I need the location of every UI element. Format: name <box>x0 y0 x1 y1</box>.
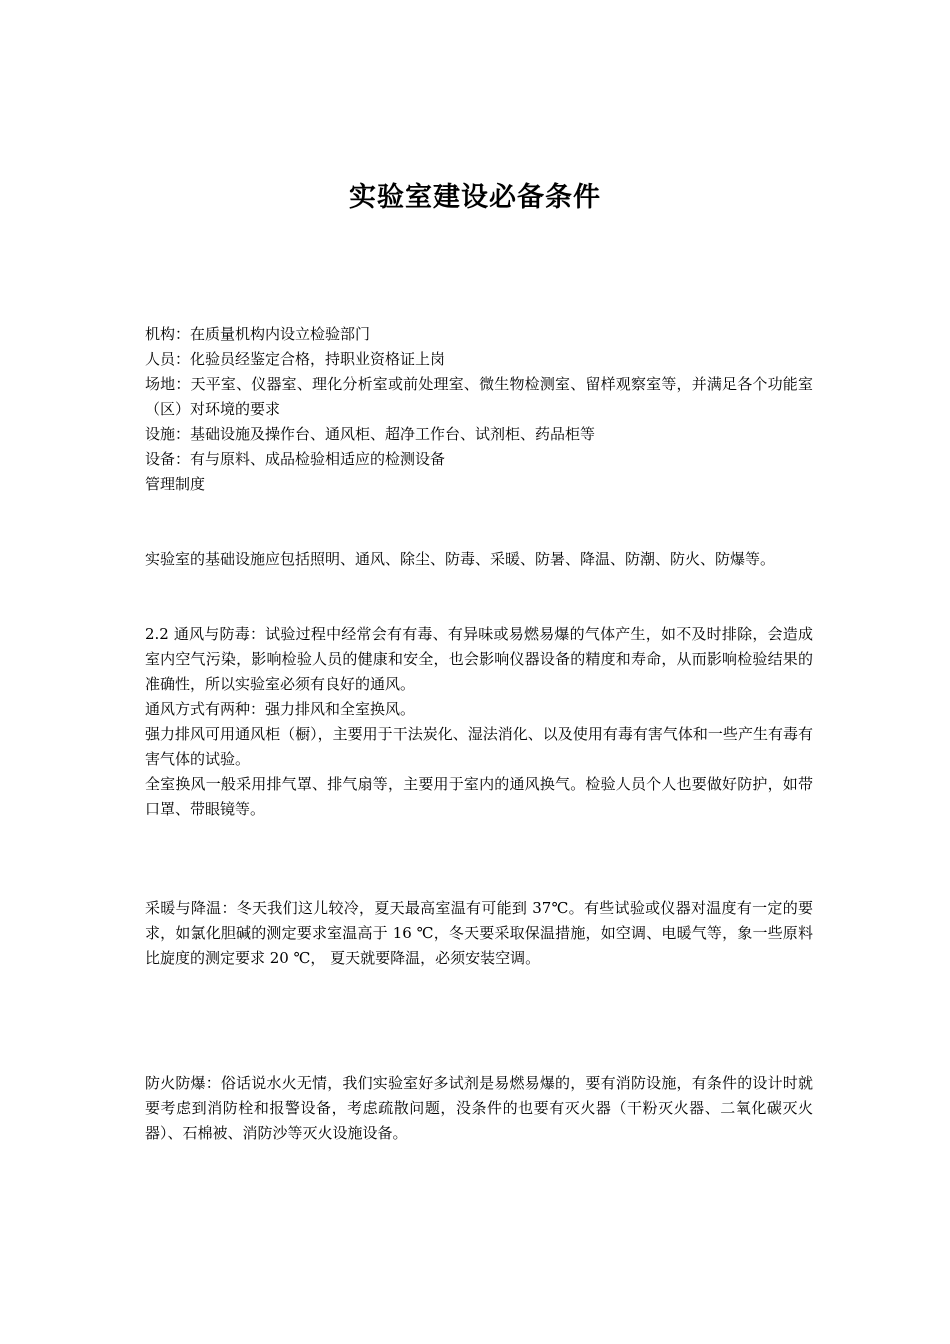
fire-explosion-paragraph: 防火防爆：俗话说水火无情，我们实验室好多试剂是易燃易爆的，要有消防设施，有条件的设计时就要考虑到消防栓和报警设备，考虑疏散问题，没条件的也要有灭火器（干粉灭火器、二氧化碳灭火器）、石棉被、消防沙等灭火设施设备。 <box>145 1074 813 1142</box>
requirement-organization: 机构：在质量机构内设立检验部门 <box>145 325 371 343</box>
room-ventilation-paragraph: 全室换风一般采用排气罩、排气扇等，主要用于室内的通风换气。检验人员个人也要做好防护，如带口罩、带眼镜等。 <box>145 775 813 818</box>
ventilation-paragraph: 2.2 通风与防毒：试验过程中经常会有有毒、有异味或易燃易爆的气体产生，如不及时排除，会造成室内空气污染，影响检验人员的健康和安全，也会影响仪器设备的精度和寿命，从而影响检验结果的准确性，所以实验室必须有良好的通风。 <box>145 625 813 693</box>
requirement-equipment: 设备：有与原料、成品检验相适应的检测设备 <box>145 450 446 468</box>
requirement-management: 管理制度 <box>145 475 206 493</box>
forced-exhaust-paragraph: 强力排风可用通风柜（橱），主要用于干法炭化、湿法消化、以及使用有毒有害气体和一些产生有毒有害气体的试验。 <box>145 725 813 768</box>
requirement-facilities: 设施：基础设施及操作台、通风柜、超净工作台、试剂柜、药品柜等 <box>145 425 596 443</box>
heating-cooling-section <box>145 896 813 971</box>
requirements-section <box>145 322 813 497</box>
document-title: 实验室建设必备条件 <box>349 182 601 213</box>
heating-cooling-paragraph: 采暖与降温：冬天我们这儿较冷，夏天最高室温有可能到 37℃。有些试验或仪器对温度有一定的要求，如氯化胆碱的测定要求室温高于 16 ℃，冬天要采取保温措施，如空调、电暖气等，象一些原料比旋度的测定要求 20 ℃， 夏天就要降温，必须安装空调。 <box>145 899 813 967</box>
requirement-site: 场地：天平室、仪器室、理化分析室或前处理室、微生物检测室、留样观察室等，并满足各个功能室（区）对环境的要求 <box>145 375 813 418</box>
infrastructure-text: 实验室的基础设施应包括照明、通风、除尘、防毒、采暖、防暑、降温、防潮、防火、防爆等。 <box>145 550 776 568</box>
fire-explosion-section <box>145 1071 813 1146</box>
infrastructure-paragraph <box>145 547 813 572</box>
requirement-personnel: 人员：化验员经鉴定合格，持职业资格证上岗 <box>145 350 446 368</box>
ventilation-section <box>145 622 813 822</box>
ventilation-methods: 通风方式有两种：强力排风和全室换风。 <box>145 700 416 718</box>
